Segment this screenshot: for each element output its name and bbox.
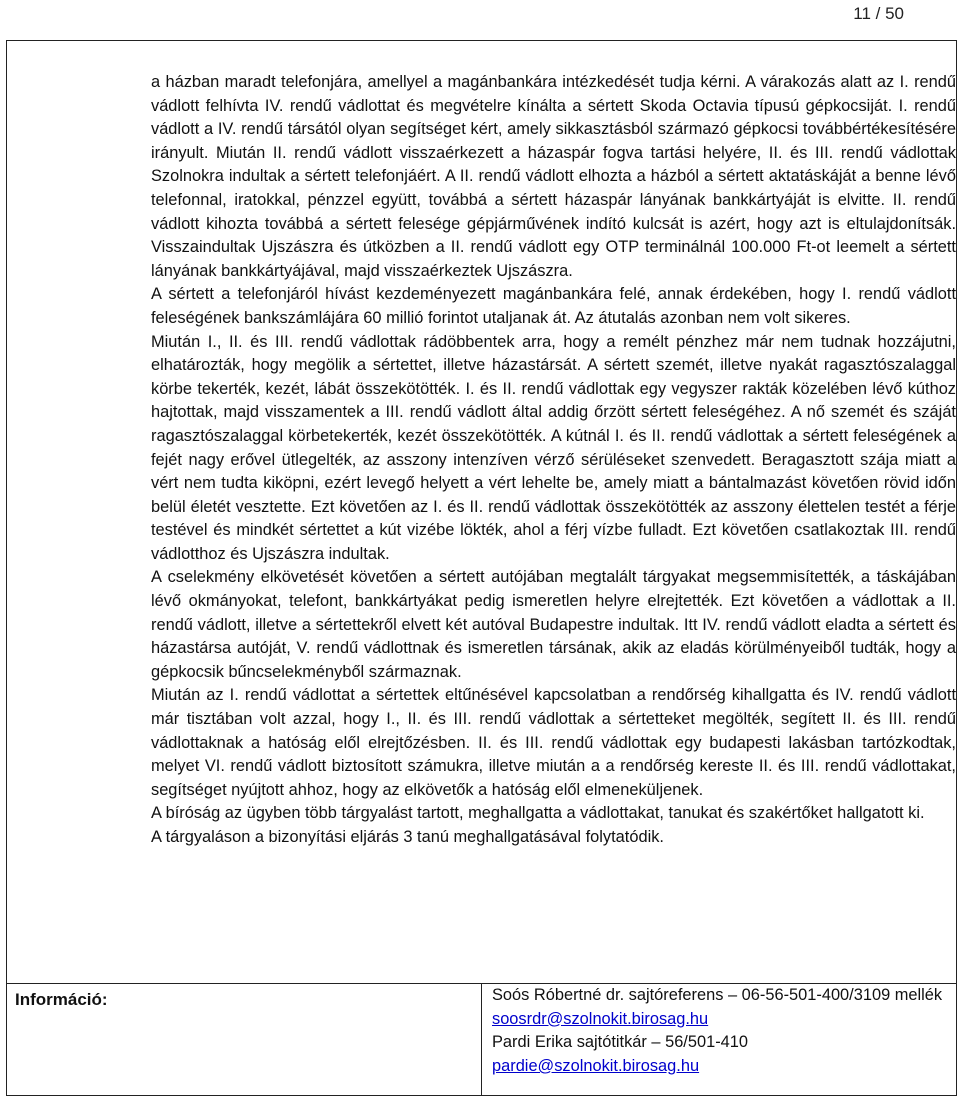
email-link-2[interactable]: pardie@szolnokit.birosag.hu	[492, 1056, 700, 1075]
info-label: Információ:	[15, 990, 108, 1009]
body-paragraph-3: Miután I., II. és III. rendű vádlottak rádöbbentek arra, hogy a remélt pénzhez már nem tudnak hozzájutni, elhatározták, hogy megölik a sértettet, illetve házastársát. A sértett szemét, illetve nyakát ragasztószalaggal körbe tekerték, kezét, lábát összekötötték. I. és II. rendű vádlottak egy vegyszer rakták közelében lévő kúthoz hajtottak, majd visszamentek a III. rendű vádlott által addig őrzött sértett feleségéhez. A nő szemét és száját ragasztószalaggal körbetekerték, kezét összekötötték. A kútnál I. és II. rendű vádlottak a sértett feleségének a fejét nagy erővel ütlegelték, az asszony intenzíven vérző sérüléseket szenvedett. Beragasztott szája miatt a vért nem tudta kiköpni, ezért levegő helyett a vért lehelte be, amely miatt a bántalmazást követően rövid időn belül életét vesztette. Ezt követően az I. és II. rendű vádlottak összekötötték az asszony élettelen testét a férje testével és mindkét sértettet a kút vizébe lökték, ahol a férj vízbe fulladt. Ezt követően csatlakoztak III. rendű vádlotthoz és Ujszászra indultak.	[151, 332, 956, 563]
body-paragraph-5: Miután az I. rendű vádlottat a sértettek eltűnésével kapcsolatban a rendőrség kihallgatta és IV. rendű vádlott már tisztában volt azzal, hogy I., II. és III. rendű vádlottak a sértetteket megölték, segített II. és III. rendű vádlottaknak a hatóság elől elrejtőzésben. II. és III. rendű vádlottak egy budapesti lakásban tartózkodtak, melyet VI. rendű vádlott biztosított számukra, illetve miután a a rendőrség kereste II. és III. rendű vádlottakat, segítséget nyújtott ahhoz, hogy az elkövetők a hatóság elől elmeneküljenek.	[151, 686, 956, 799]
info-label-cell	[7, 984, 482, 1096]
email-link-1[interactable]: soosrdr@szolnokit.birosag.hu	[492, 1009, 709, 1028]
page-number: 11 / 50	[853, 4, 904, 23]
body-paragraph-4: A cselekmény elkövetését követően a sértett autójában megtalált tárgyakat megsemmisítették, a táskájában lévő okmányokat, telefont, bankkártyákat pedig ismeretlen helyre elrejtették. Ezt követően a vádlottak a II. rendű vádlott, illetve a sértettekről elvett két autóval Budapestre indultak. Itt IV. rendű vádlott eladta a sértett és házastársa autóját, V. rendű vádlottnak és ismeretlen társának, akik az eladás körülményeiből tudták, hogy a gépkocsik bűncselekményből származnak.	[151, 568, 956, 681]
contact-line-1: Soós Róbertné dr. sajtóreferens – 06-56-501-400/3109 mellék	[492, 986, 943, 1004]
body-paragraph-6: A bíróság az ügyben több tárgyalást tartott, meghallgatta a vádlottakat, tanukat és szakértőket hallgatott ki.	[151, 804, 925, 823]
body-text-cell	[7, 41, 957, 984]
info-row	[7, 984, 957, 1096]
document-table	[6, 40, 957, 1096]
body-paragraph-2: A sértett a telefonjáról hívást kezdeményezett magánbankára felé, annak érdekében, hogy I. rendű vádlott feleségének bankszámlájára 60 millió forintot utaljanak át. Az átutalás azonban nem volt sikeres.	[151, 285, 956, 327]
body-paragraph-7: A tárgyaláson a bizonyítási eljárás 3 tanú meghallgatásával folytatódik.	[151, 828, 664, 846]
body-paragraph-1: a házban maradt telefonjára, amellyel a magánbankára intézkedését tudja kérni. A várakozás alatt az I. rendű vádlott felhívta IV. rendű vádlottat és megvételre kínálta a sértett Skoda Octavia típusú gépkocsiját. I. rendű vádlott a IV. rendű társától olyan segítséget kért, amely sikkasztásból származó gépkocsi továbbértékesítésére irányult. Miután II. rendű vádlott visszaérkezett a házaspár fogva tartási helyére, II. és III. rendű vádlottak Szolnokra indultak a sértett telefonjáért. A II. rendű vádlott elhozta a házból a sértett aktatáskáját a benne lévő telefonnal, iratokkal, pénzzel együtt, továbbá a sértett házaspár lányának bankkártyáját is elvitte. II. rendű vádlott kihozta továbbá a sértett felesége gépjárművének indító kulcsát is azért, hogy azt is eltulajdonítsák. Visszaindultak Ujszászra és útközben a II. rendű vádlott egy OTP terminálnál 100.000 Ft-ot leemelt a sértett lányának bankkártyájával, majd visszaérkeztek Ujszászra.	[151, 73, 956, 280]
body-row	[7, 41, 957, 984]
info-contact-cell	[482, 984, 957, 1096]
contact-line-2: Pardi Erika sajtótitkár – 56/501-410	[492, 1033, 749, 1052]
